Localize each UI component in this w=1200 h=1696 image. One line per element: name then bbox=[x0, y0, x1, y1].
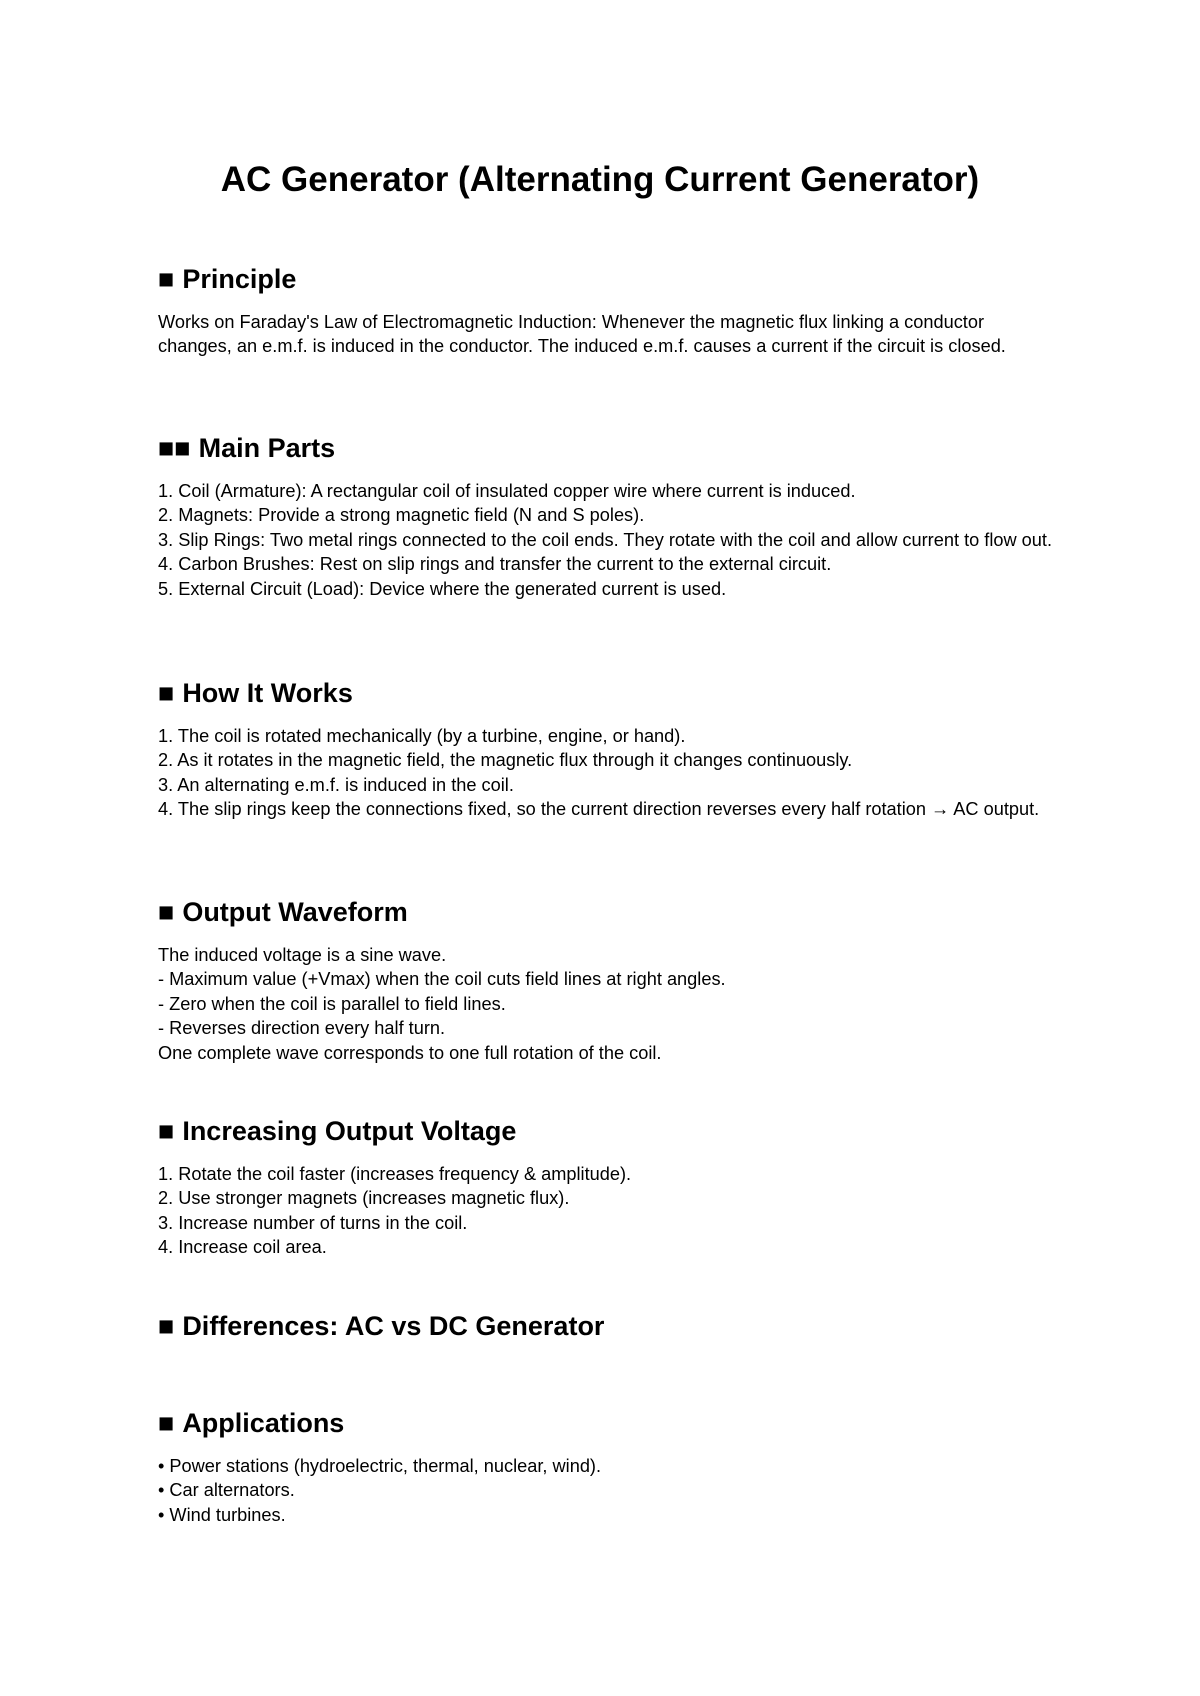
section-principle bbox=[158, 262, 1058, 359]
section-heading-how-it-works bbox=[158, 676, 1058, 710]
section-how-it-works bbox=[158, 676, 1058, 822]
list-item: 1. The coil is rotated mechanically (by a turbine, engine, or hand). bbox=[158, 726, 686, 746]
list-item: 4. Increase coil area. bbox=[158, 1237, 327, 1258]
square-bullet-icon: ■ bbox=[158, 1408, 175, 1438]
section-body-how-it-works bbox=[158, 724, 1058, 822]
list-item: 1. Coil (Armature): A rectangular coil of insulated copper wire where current is induced. bbox=[158, 481, 856, 501]
square-bullet-icon: ■ bbox=[158, 264, 175, 294]
list-item: 2. As it rotates in the magnetic field, the magnetic flux through it changes continuously. bbox=[158, 750, 853, 771]
section-heading-label: Principle bbox=[182, 264, 297, 294]
list-item: - Zero when the coil is parallel to field lines. bbox=[158, 993, 506, 1014]
list-item: 1. Rotate the coil faster (increases frequency & amplitude). bbox=[158, 1164, 632, 1184]
square-bullet-icon: ■ bbox=[158, 897, 175, 927]
section-heading-label: Main Parts bbox=[198, 433, 336, 463]
section-heading-label: Applications bbox=[182, 1408, 345, 1438]
section-heading-label: Increasing Output Voltage bbox=[182, 1116, 517, 1146]
section-heading-label: Output Waveform bbox=[182, 897, 408, 927]
list-item: 3. Slip Rings: Two metal rings connected to the coil ends. They rotate with the coil and allow current to flow out. bbox=[158, 529, 1053, 550]
section-body-increasing-output bbox=[158, 1162, 1058, 1260]
square-bullet-icon: ■ bbox=[158, 1311, 175, 1341]
section-body-output-waveform bbox=[158, 943, 1058, 1065]
list-item: - Maximum value (+Vmax) when the coil cuts field lines at right angles. bbox=[158, 969, 726, 990]
square-bullet-icon: ■ bbox=[158, 1116, 175, 1146]
section-heading-applications bbox=[158, 1406, 1058, 1440]
paragraph: Works on Faraday's Law of Electromagnetic Induction: Whenever the magnetic flux linking a conductor changes, an e.m.f. is induced in the conductor. The induced e.m.f. causes a current if the circuit is closed. bbox=[158, 312, 1006, 357]
list-item: • Car alternators. bbox=[158, 1480, 295, 1501]
section-heading-output-waveform bbox=[158, 895, 1058, 929]
list-item: • Power stations (hydroelectric, thermal, nuclear, wind). bbox=[158, 1456, 602, 1476]
section-output-waveform bbox=[158, 895, 1058, 1065]
list-item: 2. Magnets: Provide a strong magnetic field (N and S poles). bbox=[158, 505, 645, 526]
list-item: 4. The slip rings keep the connections fixed, so the current direction reverses every half rotation → AC output. bbox=[158, 799, 1040, 820]
list-item: 2. Use stronger magnets (increases magnetic flux). bbox=[158, 1188, 570, 1209]
square-bullet-icon: ■■ bbox=[158, 433, 191, 463]
paragraph: One complete wave corresponds to one full rotation of the coil. bbox=[158, 1042, 662, 1063]
section-heading-main-parts bbox=[158, 431, 1058, 465]
section-increasing-output bbox=[158, 1114, 1058, 1260]
section-body-principle bbox=[158, 310, 1058, 359]
section-heading-label: How It Works bbox=[182, 678, 353, 708]
section-heading-increasing-output bbox=[158, 1114, 1058, 1148]
section-applications bbox=[158, 1406, 1058, 1527]
section-heading-label: Differences: AC vs DC Generator bbox=[182, 1311, 605, 1341]
list-item: - Reverses direction every half turn. bbox=[158, 1018, 446, 1039]
section-heading-differences bbox=[158, 1309, 1058, 1343]
section-body-applications bbox=[158, 1454, 1058, 1527]
list-item: • Wind turbines. bbox=[158, 1504, 286, 1525]
section-heading-principle bbox=[158, 262, 1058, 296]
square-bullet-icon: ■ bbox=[158, 678, 175, 708]
paragraph: The induced voltage is a sine wave. bbox=[158, 945, 447, 965]
list-item: 3. An alternating e.m.f. is induced in the coil. bbox=[158, 774, 514, 795]
document-title: AC Generator (Alternating Current Generator) bbox=[220, 160, 980, 199]
section-main-parts bbox=[158, 431, 1058, 601]
list-item: 3. Increase number of turns in the coil. bbox=[158, 1212, 468, 1233]
section-body-main-parts bbox=[158, 479, 1058, 601]
list-item: 4. Carbon Brushes: Rest on slip rings and transfer the current to the external circuit. bbox=[158, 554, 832, 575]
list-item: 5. External Circuit (Load): Device where the generated current is used. bbox=[158, 578, 727, 599]
section-differences bbox=[158, 1309, 1058, 1343]
